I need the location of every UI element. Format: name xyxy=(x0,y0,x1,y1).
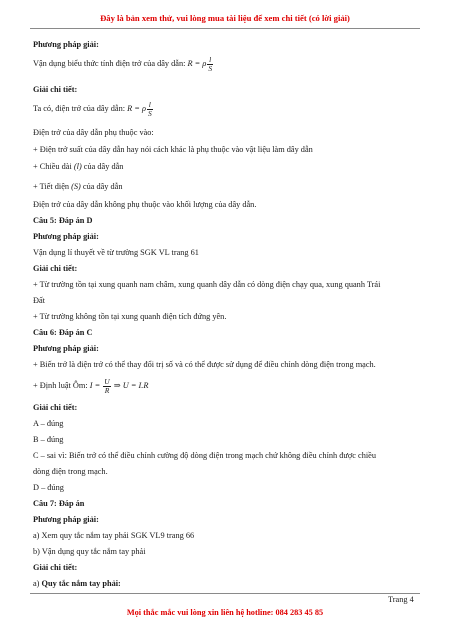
header-rule xyxy=(30,28,420,29)
symbol-length: (l) xyxy=(73,162,82,171)
right-hand-rule-title: Quy tắc nắm tay phải: xyxy=(41,579,121,588)
preview-banner: Đây là bản xem thử, vui lòng mua tài liệu để xem chi tiết (có lời giải) xyxy=(100,13,350,23)
formula-ohm: I = $\frac{U}{R}$ ⇒ U = I.R xyxy=(89,377,149,395)
text-line: dòng điện trong mạch. xyxy=(33,467,108,476)
method-text-label: Vận dụng biểu thức tính điện trở của dây dẫn: xyxy=(33,58,186,68)
text-line: b) Vận dụng quy tắc nắm tay phải xyxy=(33,547,146,556)
text-line: Điện trở của dây dẫn không phụ thuộc vào khối lượng của dây dẫn. xyxy=(33,200,257,209)
detail-heading: Giải chi tiết: xyxy=(33,85,78,94)
hotline-footer: Mọi thắc mắc vui lòng xin liên hệ hotline: 084 283 45 85 xyxy=(126,608,324,617)
ohm-law-line xyxy=(33,378,148,394)
question-6-heading: Câu 6: Đáp án C xyxy=(33,328,93,337)
footer-rule xyxy=(30,593,420,594)
page-number: Trang 4 xyxy=(388,595,414,604)
symbol-area: (S) xyxy=(71,182,81,191)
detail-heading: Giải chi tiết: xyxy=(33,563,78,572)
text-line: Vận dụng lí thuyết về từ trường SGK VL trang 61 xyxy=(33,248,199,257)
text-line: + Biến trở là điện trở có thể thay đổi trị số và có thể được sử dụng để điều chỉnh dòng điện trong mạch. xyxy=(33,360,376,369)
text-line: + Từ trường không tồn tại xung quanh điện tích đứng yên. xyxy=(33,312,227,321)
text-line: a) Xem quy tắc nắm tay phải SGK VL9 trang 66 xyxy=(33,531,195,540)
method-heading: Phương pháp giải: xyxy=(33,344,99,353)
text-line: + Từ trường tồn tại xung quanh nam châm, xung quanh dây dẫn có dòng điện chạy qua, xung quanh Trái xyxy=(33,280,381,289)
detail-heading: Giải chi tiết: xyxy=(33,264,78,273)
text-line: Điện trở của dây dẫn phụ thuộc vào: xyxy=(33,128,154,137)
text-line: C – sai vì: Biến trở có thể điều chỉnh cường độ dòng điện trong mạch chứ không điều chỉnh được chiều xyxy=(33,451,377,460)
text-line: D – đúng xyxy=(33,483,64,492)
method-heading: Phương pháp giải: xyxy=(33,232,99,241)
method-heading: Phương pháp giải: xyxy=(33,515,99,524)
method-text xyxy=(33,56,214,72)
question-7-heading: Câu 7: Đáp án xyxy=(33,499,85,508)
ohm-law-label: + Định luật Ôm: xyxy=(33,380,88,390)
formula-resistance-2: R = ρ $\frac{l}{S}$ xyxy=(127,100,152,118)
text-line: B – đúng xyxy=(33,435,64,444)
area-line: + Tiết diện (S) của dây dẫn xyxy=(33,182,123,191)
detail-heading: Giải chi tiết: xyxy=(33,403,78,412)
method-heading: Phương pháp giải: xyxy=(33,40,99,49)
detail-text-label: Ta có, điện trở của dây dẫn: xyxy=(33,103,126,113)
text-line: Đất xyxy=(33,296,45,305)
detail-text xyxy=(33,101,154,117)
text-line: + Điện trở suất của dây dẫn hay nói cách khác là phụ thuộc vào vật liệu làm dây dẫn xyxy=(33,145,313,154)
question-5-heading: Câu 5: Đáp án D xyxy=(33,216,93,225)
right-hand-rule-line: a) Quy tắc nắm tay phải: xyxy=(33,579,121,588)
text-line: A – đúng xyxy=(33,419,64,428)
length-line: + Chiều dài (l) của dây dẫn xyxy=(33,162,124,171)
formula-resistance: R = ρ $\frac{l}{S}$ xyxy=(187,55,213,73)
